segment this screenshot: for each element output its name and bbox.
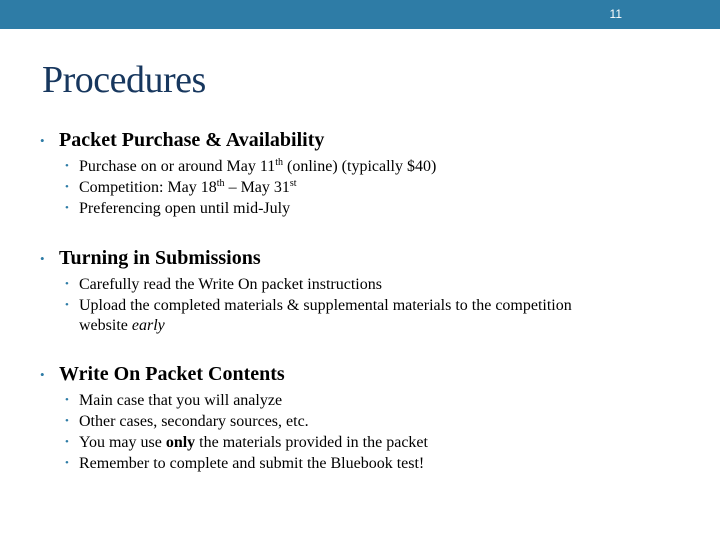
list-item: • Preferencing open until mid-July — [65, 200, 291, 217]
heading-text: Turning in Submissions — [59, 247, 261, 269]
slide-title: Procedures — [42, 59, 206, 101]
bullet-icon: • — [65, 278, 69, 290]
bullet-icon: • — [65, 415, 69, 427]
bullet-icon: • — [65, 181, 69, 193]
section-heading — [40, 362, 428, 386]
bullet-icon: • — [65, 457, 69, 469]
header-bar — [0, 0, 720, 29]
list-item: • Main case that you will analyze — [65, 392, 283, 409]
list-item: • Carefully read the Write On packet instructions — [65, 276, 382, 293]
heading-text: Write On Packet Contents — [59, 363, 285, 385]
bullet-icon: • — [65, 394, 69, 406]
section-packet-purchase — [40, 128, 436, 219]
bullet-icon: • — [40, 133, 45, 148]
heading-text: Packet Purchase & Availability — [59, 129, 325, 151]
list-item: • Other cases, secondary sources, etc. — [65, 413, 309, 430]
bullet-icon: • — [65, 436, 69, 448]
list-item: • You may use only the materials provided in the packet — [65, 434, 428, 451]
list-item: • Competition: May 18th – May 31st — [65, 178, 297, 196]
slide-number: 11 — [609, 7, 622, 21]
section-submissions — [40, 246, 572, 336]
list-item: • Upload the completed materials & supplemental materials to the competition — [65, 297, 572, 314]
section-heading — [40, 128, 436, 152]
bullet-icon: • — [40, 251, 45, 266]
list-item-continuation: website early — [79, 317, 165, 334]
list-item: • Remember to complete and submit the Bluebook test! — [65, 455, 425, 472]
list-item: • Purchase on or around May 11th (online) (typically $40) — [65, 157, 437, 175]
bullet-icon: • — [65, 299, 69, 311]
bullet-icon: • — [65, 160, 69, 172]
bullet-icon: • — [65, 202, 69, 214]
bullet-icon: • — [40, 367, 45, 382]
section-heading — [40, 246, 572, 270]
section-packet-contents — [40, 362, 428, 474]
